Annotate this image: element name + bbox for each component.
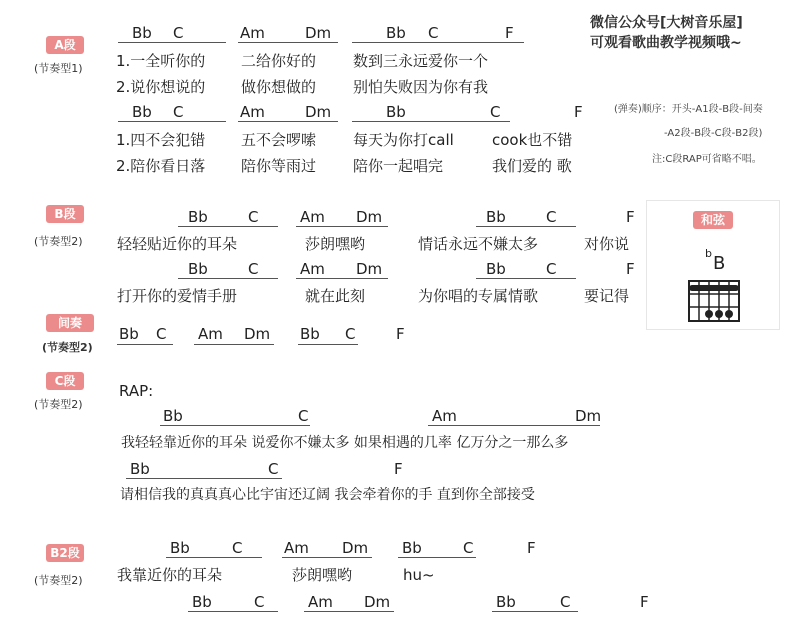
lyric: 莎朗嘿哟 [305,235,366,253]
chord-bb: Bb [188,208,208,226]
rap-note: 注:C段RAP可省略不唱。 [652,154,762,165]
lyric: 轻轻贴近你的耳朵 [117,235,238,253]
chord-bb: Bb [132,24,152,42]
play-order-note-2: -A2段-B段-C段-B2段) [664,128,763,139]
underline [352,42,524,43]
lyric: 我们爱的 歌 [492,157,572,175]
underline [118,121,226,122]
underline [492,611,578,612]
chord-f: F [505,24,514,42]
chord-f: F [640,593,649,611]
rap-line-2: 请相信我的真真真心比宇宙还辽阔 我会牵着你的手 直到你全部接受 [120,487,535,503]
underline [160,425,310,426]
chord-bb: Bb [496,593,516,611]
lyric: 别怕失败因为你有我 [353,78,489,96]
chord-c: C [298,407,309,425]
underline [238,42,338,43]
chord-dm: Dm [244,325,271,343]
chord-am: Am [308,593,333,611]
chord-c: C [173,24,184,42]
chord-c: C [428,24,439,42]
underline [178,226,278,227]
lyric: 做你想做的 [241,78,317,96]
header-line-1: 微信公众号[大树音乐屋] [590,15,743,31]
chord-f: F [574,103,583,121]
lyric: 1.一全听你的 [116,52,206,70]
chord-c: C [546,260,557,278]
chord-bb: Bb [402,539,422,557]
lyric: 2.说你想说的 [116,78,206,96]
chord-f: F [626,208,635,226]
chord-c: C [156,325,167,343]
chord-bb: Bb [192,593,212,611]
lyric: 数到三永远爱你一个 [353,52,489,70]
chord-dm: Dm [305,24,332,42]
section-interlude-rhythm: (节奏型2) [42,341,93,354]
underline [476,278,576,279]
chord-bb: Bb [132,103,152,121]
bb-chord-diagram-icon [687,279,745,325]
underline [238,121,338,122]
section-b-badge: B段 [46,205,84,223]
chord-c: C [248,260,259,278]
underline [282,557,372,558]
chord-bb: Bb [300,325,320,343]
lyric: 对你说 [584,235,630,253]
section-c-badge: C段 [46,372,84,390]
lyric: 打开你的爱情手册 [117,287,238,305]
chord-dm: Dm [575,407,602,425]
underline [188,611,278,612]
underline [178,278,278,279]
header-line-2: 可观看歌曲教学视频哦~ [590,35,742,51]
lyric: 要记得 [584,287,630,305]
chord-f: F [394,460,403,478]
underline [428,425,600,426]
section-b2-rhythm: (节奏型2) [34,574,83,587]
chord-am: Am [300,260,325,278]
chord-f: F [527,539,536,557]
chord-bb: Bb [119,325,139,343]
chord-dm: Dm [305,103,332,121]
section-c-rhythm: (节奏型2) [34,398,83,411]
lyric: 2.陪你看日落 [116,157,206,175]
chord-name: B [713,253,726,274]
lyric: hu~ [403,566,435,584]
underline [117,344,173,345]
lyric: 陪你等雨过 [241,157,317,175]
lyric: 情话永远不嫌太多 [418,235,539,253]
chord-am: Am [198,325,223,343]
chord-c: C [248,208,259,226]
underline [304,611,394,612]
chord-bb: Bb [386,103,406,121]
section-interlude-badge: 间奏 [46,314,94,332]
chord-bb: Bb [130,460,150,478]
chord-c: C [463,539,474,557]
underline [296,278,388,279]
chord-c: C [490,103,501,121]
play-order-note: (弹奏)顺序：开头-A1段-B段-间奏 [614,104,763,115]
chord-f: F [626,260,635,278]
underline [126,478,282,479]
chord-am: Am [240,24,265,42]
lyric: 为你唱的专属情歌 [418,287,539,305]
chord-f: F [396,325,405,343]
chord-bb: Bb [188,260,208,278]
chord-bb: Bb [486,260,506,278]
chord-am: Am [240,103,265,121]
section-a-rhythm: (节奏型1) [34,62,83,75]
section-a-badge: A段 [46,36,84,54]
lyric: 就在此刻 [305,287,366,305]
rap-label: RAP: [119,382,154,400]
chord-c: C [254,593,265,611]
underline [352,121,510,122]
chord-c: C [546,208,557,226]
lyric: 陪你一起唱完 [353,157,444,175]
chord-dm: Dm [364,593,391,611]
underline [166,557,262,558]
chord-diagram-box [646,200,780,330]
chord-bb: Bb [163,407,183,425]
lyric: 五不会啰嗦 [241,131,317,149]
chord-dm: Dm [356,208,383,226]
underline [476,226,576,227]
section-b2-badge: B2段 [46,544,84,562]
chord-am: Am [284,539,309,557]
lyric: 1.四不会犯错 [116,131,206,149]
underline [194,344,274,345]
chord-dm: Dm [356,260,383,278]
chord-c: C [345,325,356,343]
chord-bb: Bb [386,24,406,42]
underline [398,557,476,558]
chord-am: Am [432,407,457,425]
lyric: 每天为你打call [353,131,454,149]
section-b-rhythm: (节奏型2) [34,235,83,248]
rap-line-1: 我轻轻靠近你的耳朵 说爱你不嫌太多 如果相遇的几率 亿万分之一那么多 [121,435,569,451]
chord-c: C [173,103,184,121]
underline [298,344,358,345]
chord-am: Am [300,208,325,226]
lyric: cook也不错 [492,131,573,149]
chord-bb: Bb [486,208,506,226]
chord-box-title: 和弦 [693,211,733,229]
underline [118,42,226,43]
chord-bb: Bb [170,539,190,557]
lyric: 我靠近你的耳朵 [117,566,223,584]
lyric: 二给你好的 [241,52,317,70]
chord-c: C [560,593,571,611]
chord-c: C [232,539,243,557]
lyric: 莎朗嘿哟 [292,566,353,584]
flat-symbol: b [705,247,712,260]
chord-c: C [268,460,279,478]
underline [296,226,388,227]
chord-dm: Dm [342,539,369,557]
